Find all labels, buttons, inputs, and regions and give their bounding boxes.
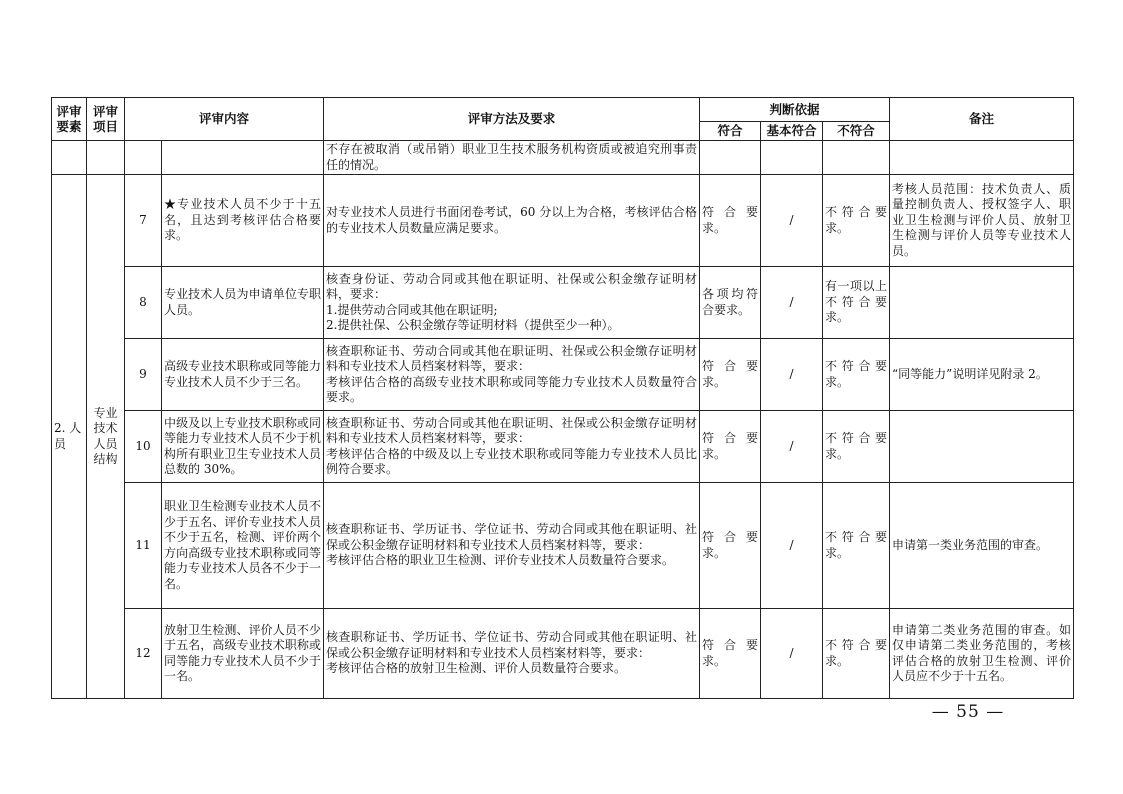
comply-cell: 符合要求。	[700, 483, 761, 609]
content-cell: 职业卫生检测专业技术人员不少于五名、评价专业技术人员不少于五名，检测、评价两个方向高级专业技术职称或同等能力专业技术人员各不少于一名。	[162, 483, 324, 609]
basic-comply-cell: /	[761, 483, 823, 609]
content-cell: 高级专业技术职称或同等能力专业技术人员不少于三名。	[162, 339, 324, 411]
method-cell: 核查职称证书、学历证书、学位证书、劳动合同或其他在职证明、社保或公积金缴存证明材料和专业技术人员档案材料等，要求： 考核评估合格的放射卫生检测、评价人员数量符合要求。	[324, 609, 700, 699]
basic-comply-cell: /	[761, 609, 823, 699]
content-cell: 专业技术人员为申请单位专职人员。	[162, 267, 324, 339]
method-cell: 核查职称证书、学历证书、学位证书、劳动合同或其他在职证明、社保或公积金缴存证明材料和专业技术人员档案材料等，要求： 考核评估合格的职业卫生检测、评价专业技术人员数量符合要求。	[324, 483, 700, 609]
row-number: 8	[125, 267, 162, 339]
table-row	[52, 483, 1074, 609]
row-number: 11	[125, 483, 162, 609]
note-cell: 考核人员范围：技术负责人、质量控制负责人、授权签字人、职业卫生检测与评价人员、放射卫生检测与评价人员等专业技术人员。	[890, 175, 1074, 267]
method-cell: 核查职称证书、劳动合同或其他在职证明、社保或公积金缴存证明材料和专业技术人员档案材料等，要求： 考核评估合格的高级专业技术职称或同等能力专业技术人员数量符合要求。	[324, 339, 700, 411]
header-not-comply: 不符合	[823, 122, 890, 141]
table-row	[52, 411, 1074, 483]
comply-cell: 各项均符合要求。	[700, 267, 761, 339]
row-number: 9	[125, 339, 162, 411]
note-cell: 申请第二类业务范围的审查。如仅申请第二类业务范围的，考核评估合格的放射卫生检测、评价人员应不少于十五名。	[890, 609, 1074, 699]
basic-comply-cell: /	[761, 339, 823, 411]
header-note: 备注	[890, 98, 1074, 141]
basic-comply-cell: /	[761, 175, 823, 267]
table-row	[52, 339, 1074, 411]
header-method: 评审方法及要求	[324, 98, 700, 141]
cell-empty	[890, 141, 1074, 175]
content-cell: 放射卫生检测、评价人员不少于五名，高级专业技术职称或同等能力专业技术人员不少于一名。	[162, 609, 324, 699]
note-cell	[890, 267, 1074, 339]
method-cell: 对专业技术人员进行书面闭卷考试，60 分以上为合格，考核评估合格的专业技术人员数量应满足要求。	[324, 175, 700, 267]
comply-cell: 符合要求。	[700, 609, 761, 699]
basic-comply-cell: /	[761, 267, 823, 339]
note-cell: “同等能力”说明详见附录 2。	[890, 339, 1074, 411]
table-row	[52, 609, 1074, 699]
method-cell: 不存在被取消（或吊销）职业卫生技术服务机构资质或被追究刑事责任的情况。	[324, 141, 700, 175]
cell-empty	[162, 141, 324, 175]
content-cell: ★专业技术人员不少于十五名，且达到考核评估合格要求。	[162, 175, 324, 267]
page-number: — 55 —	[931, 702, 1005, 722]
item-cell: 专业技术人员结构	[87, 175, 125, 699]
not-comply-cell: 不符合要求。	[823, 339, 890, 411]
comply-cell: 符合要求。	[700, 175, 761, 267]
not-comply-cell: 有一项以上不符合要求。	[823, 267, 890, 339]
row-number: 7	[125, 175, 162, 267]
header-content: 评审内容	[125, 98, 324, 141]
cell-empty	[87, 141, 125, 175]
element-cell: 2. 人员	[52, 175, 87, 699]
cell-empty	[700, 141, 761, 175]
header-item: 评审项目	[87, 98, 125, 141]
method-cell: 核查身份证、劳动合同或其他在职证明、社保或公积金缴存证明材料，要求： 1.提供劳动合同或其他在职证明; 2.提供社保、公积金缴存等证明材料（提供至少一种）。	[324, 267, 700, 339]
cell-empty	[52, 141, 87, 175]
not-comply-cell: 不符合要求。	[823, 411, 890, 483]
note-cell: 申请第一类业务范围的审查。	[890, 483, 1074, 609]
header-judge-basis: 判断依据	[700, 98, 890, 122]
content-cell: 中级及以上专业技术职称或同等能力专业技术人员不少于机构所有职业卫生专业技术人员总数的 30%。	[162, 411, 324, 483]
comply-cell: 符合要求。	[700, 411, 761, 483]
not-comply-cell: 不符合要求。	[823, 175, 890, 267]
row-number: 12	[125, 609, 162, 699]
header-basic-comply: 基本符合	[761, 122, 823, 141]
comply-cell: 符合要求。	[700, 339, 761, 411]
cell-empty	[125, 141, 162, 175]
cell-empty	[823, 141, 890, 175]
not-comply-cell: 不符合要求。	[823, 609, 890, 699]
note-cell	[890, 411, 1074, 483]
method-cell: 核查职称证书、劳动合同或其他在职证明、社保或公积金缴存证明材料和专业技术人员档案材料等，要求： 考核评估合格的中级及以上专业技术职称或同等能力专业技术人员比例符合要求。	[324, 411, 700, 483]
row-number: 10	[125, 411, 162, 483]
not-comply-cell: 不符合要求。	[823, 483, 890, 609]
basic-comply-cell: /	[761, 411, 823, 483]
table-row	[52, 267, 1074, 339]
header-comply: 符合	[700, 122, 761, 141]
cell-empty	[761, 141, 823, 175]
table-row	[52, 175, 1074, 267]
table-row-continuation	[52, 141, 1074, 175]
evaluation-table	[51, 97, 1074, 699]
header-element: 评审要素	[52, 98, 87, 141]
